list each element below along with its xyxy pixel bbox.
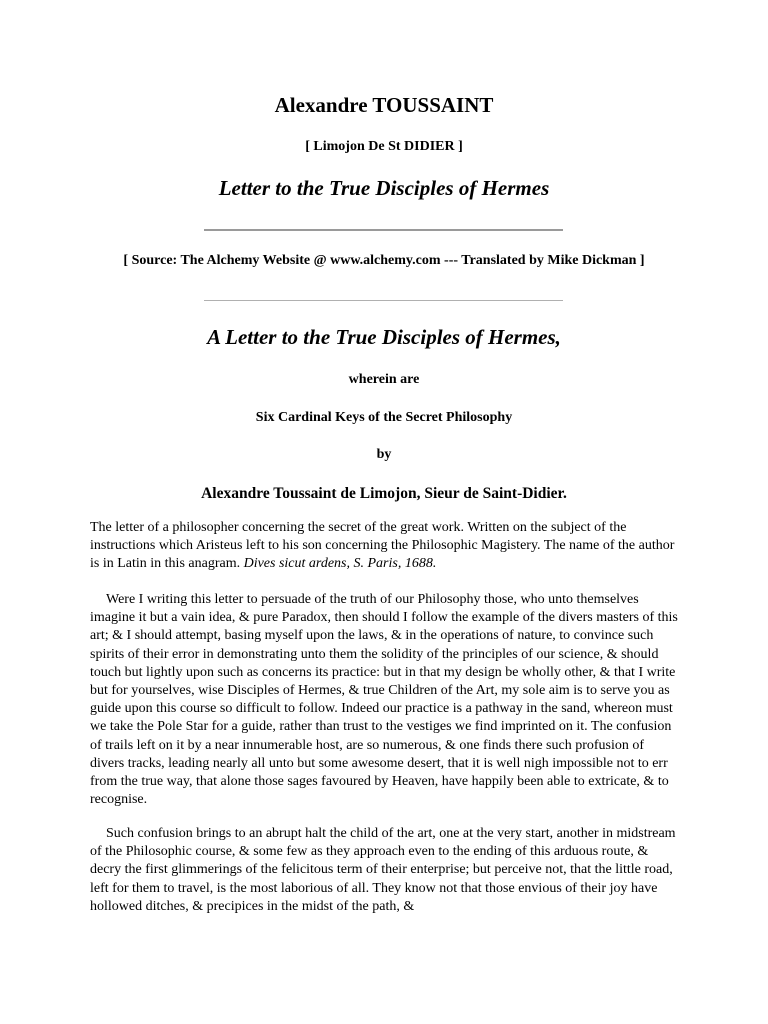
letter-heading: A Letter to the True Disciples of Hermes, bbox=[207, 325, 561, 349]
intro-text: The letter of a philosopher concerning the secret of the great work. Written on the subject of the instructions which Aristeus left to his son concerning the Philosophic Magistery. The name of the author is in Latin in this anagram. bbox=[90, 520, 675, 572]
divider-top bbox=[204, 229, 563, 231]
intro-paragraph bbox=[90, 519, 680, 574]
source-line: [ Source: The Alchemy Website @ www.alchemy.com --- Translated by Mike Dickman ] bbox=[123, 253, 645, 268]
by-line: by bbox=[376, 447, 392, 462]
wherein-line: wherein are bbox=[348, 372, 420, 387]
page-title: Alexandre TOUSSAINT bbox=[274, 93, 494, 117]
body-paragraph-2: Such confusion brings to an abrupt halt the child of the art, one at the very start, another in midstream of the Philosophic course, & some few as they approach even to the ending of this arduous route, & decry the first glimmerings of the felicitous term of their enterprise; but perceive not, that the little road, left for them to travel, is the most laborious of all. They know not that those envious of their joy have hollowed ditches, & precipices in the midst of the path, & bbox=[90, 826, 676, 914]
keys-line: Six Cardinal Keys of the Secret Philosophy bbox=[255, 410, 513, 425]
intro-anagram: Dives sicut ardens, S. Paris, 1688. bbox=[243, 556, 437, 572]
divider-bottom bbox=[204, 300, 563, 301]
document-subtitle: Letter to the True Disciples of Hermes bbox=[218, 176, 550, 200]
author-alias: [ Limojon De St DIDIER ] bbox=[305, 139, 463, 154]
author-line: Alexandre Toussaint de Limojon, Sieur de Saint-Didier. bbox=[201, 485, 567, 502]
body-paragraph-1: Were I writing this letter to persuade of the truth of our Philosophy those, who unto themselves imagine it but a vain idea, & pure Paradox, then should I follow the example of the divers masters of this art; & I should attempt, basing myself upon the laws, & in the operations of nature, to convince such spirits of their error in demonstrating unto them the solidity of the principles of our science, & should touch but lightly upon such as concerns its practice: but in that my design be wholly other, & that I write but for yourselves, wise Disciples of Hermes, & true Children of the Art, my sole aim is to serve you as guide upon this course so difficult to follow. Indeed our practice is a pathway in the sand, whereon must we take the Pole Star for a guide, rather than trust to the vestiges we find imprinted on it. The confusion of trails left on it by a near innumerable host, are so numerous, & one finds there such profusion of divers tracks, leading nearly all unto but some awesome desert, that it is well nigh impossible not to err from the true way, that alone those sages favoured by Heaven, have happily been able to extricate, & to recognise. bbox=[90, 592, 678, 808]
